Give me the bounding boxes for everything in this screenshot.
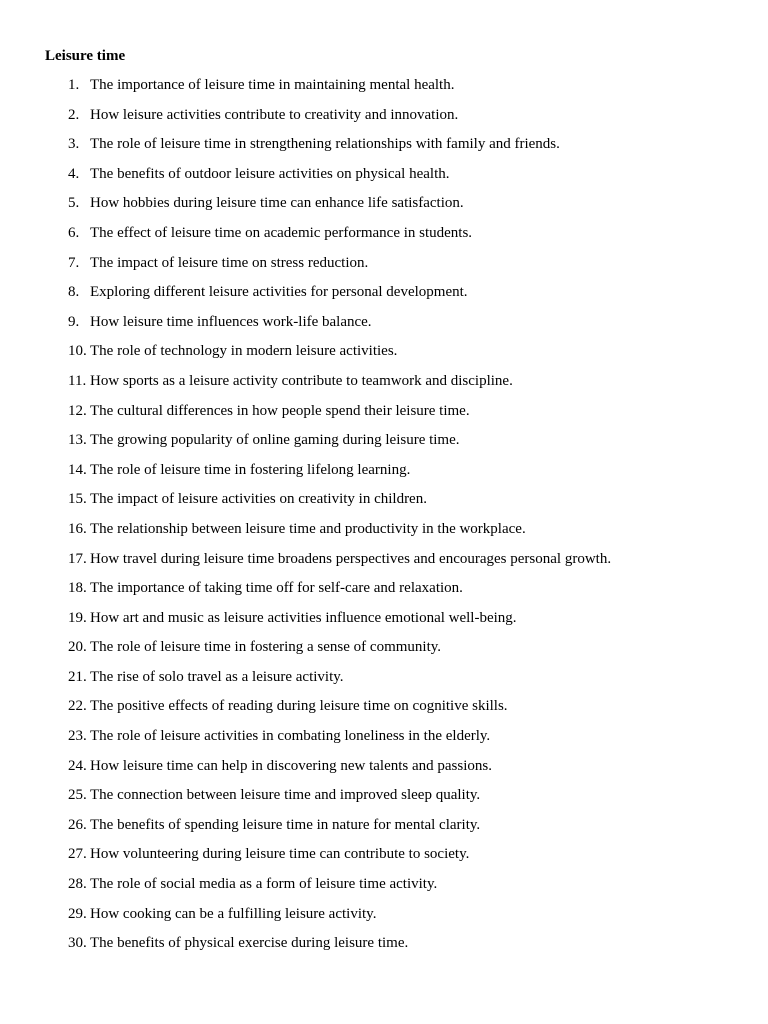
list-item-number: 24. — [68, 757, 87, 774]
list-item-number: 3. — [68, 136, 80, 153]
list-item-number: 10. — [68, 343, 87, 360]
list-item-number: 27. — [68, 846, 87, 863]
list-item-text: The benefits of spending leisure time in nature for mental clarity. — [90, 816, 481, 833]
list-item-number: 23. — [68, 728, 87, 745]
list-item-text: How travel during leisure time broadens perspectives and encourages personal growth. — [90, 550, 612, 567]
list-item-text: How leisure time can help in discovering new talents and passions. — [90, 757, 492, 774]
list-item-number: 9. — [68, 313, 80, 330]
page-title: Leisure time — [45, 48, 126, 64]
list-item-number: 30. — [68, 935, 87, 952]
list-item-number: 14. — [68, 461, 87, 478]
list-item-text: How cooking can be a fulfilling leisure activity. — [90, 905, 377, 922]
list-item-number: 20. — [68, 639, 87, 656]
list-item-text: The rise of solo travel as a leisure activity. — [90, 668, 344, 685]
list-item-text: Exploring different leisure activities for personal development. — [90, 284, 468, 301]
list-item-text: The cultural differences in how people spend their leisure time. — [90, 402, 470, 419]
list-item-text: How leisure activities contribute to creativity and innovation. — [90, 106, 459, 123]
list-item-text: How volunteering during leisure time can contribute to society. — [90, 846, 470, 863]
list-item-number: 11. — [68, 372, 87, 389]
list-item-text: The benefits of physical exercise during leisure time. — [90, 935, 409, 952]
list-item-number: 8. — [68, 284, 80, 301]
list-item-text: The role of technology in modern leisure activities. — [90, 343, 398, 360]
list-item-text: The effect of leisure time on academic performance in students. — [90, 224, 473, 241]
list-item-text: The importance of leisure time in maintaining mental health. — [90, 77, 455, 93]
list-item-number: 28. — [68, 876, 87, 893]
list-item-number: 26. — [68, 816, 87, 833]
list-item-number: 22. — [68, 698, 87, 715]
list-item-number: 19. — [68, 609, 87, 626]
list-item-text: How sports as a leisure activity contribute to teamwork and discipline. — [90, 372, 513, 389]
list-item-text: The role of leisure time in fostering a sense of community. — [90, 639, 442, 656]
list-item-number: 18. — [68, 580, 87, 597]
list-item-text: The impact of leisure activities on creativity in children. — [90, 491, 427, 508]
list-item-number: 29. — [68, 905, 87, 922]
list-item-number: 7. — [68, 254, 80, 271]
list-item-number: 5. — [68, 195, 80, 212]
list-item-number: 13. — [68, 432, 87, 449]
list-item-text: The positive effects of reading during leisure time on cognitive skills. — [90, 698, 508, 715]
list-item-text: The growing popularity of online gaming during leisure time. — [90, 432, 460, 449]
list-item-text: How hobbies during leisure time can enhance life satisfaction. — [90, 195, 464, 212]
list-item-number: 6. — [68, 224, 80, 241]
list-item-number: 17. — [68, 550, 87, 567]
list-item-number: 4. — [68, 165, 80, 182]
list-item-number: 16. — [68, 520, 87, 537]
list-item-text: The role of leisure activities in combating loneliness in the elderly. — [90, 728, 491, 745]
list-item-text: How art and music as leisure activities influence emotional well-being. — [90, 609, 517, 626]
list-item-number: 2. — [68, 106, 80, 123]
list-item-number: 12. — [68, 402, 87, 419]
list-item-text: The role of leisure time in strengthening relationships with family and friends. — [90, 136, 560, 153]
list-item-text: The role of social media as a form of leisure time activity. — [90, 876, 438, 893]
list-item-number: 1. — [68, 77, 80, 93]
list-item-text: The impact of leisure time on stress reduction. — [90, 254, 369, 271]
list-item-text: The benefits of outdoor leisure activities on physical health. — [90, 165, 450, 182]
list-item-text: The importance of taking time off for self-care and relaxation. — [90, 580, 463, 597]
list-item-text: The role of leisure time in fostering lifelong learning. — [90, 461, 411, 478]
list-item-number: 25. — [68, 787, 87, 804]
list-item-text: How leisure time influences work-life balance. — [90, 313, 372, 330]
list-item-number: 15. — [68, 491, 87, 508]
list-item-text: The connection between leisure time and improved sleep quality. — [90, 787, 481, 804]
list-item-text: The relationship between leisure time and productivity in the workplace. — [90, 520, 526, 537]
list-item-number: 21. — [68, 668, 87, 685]
